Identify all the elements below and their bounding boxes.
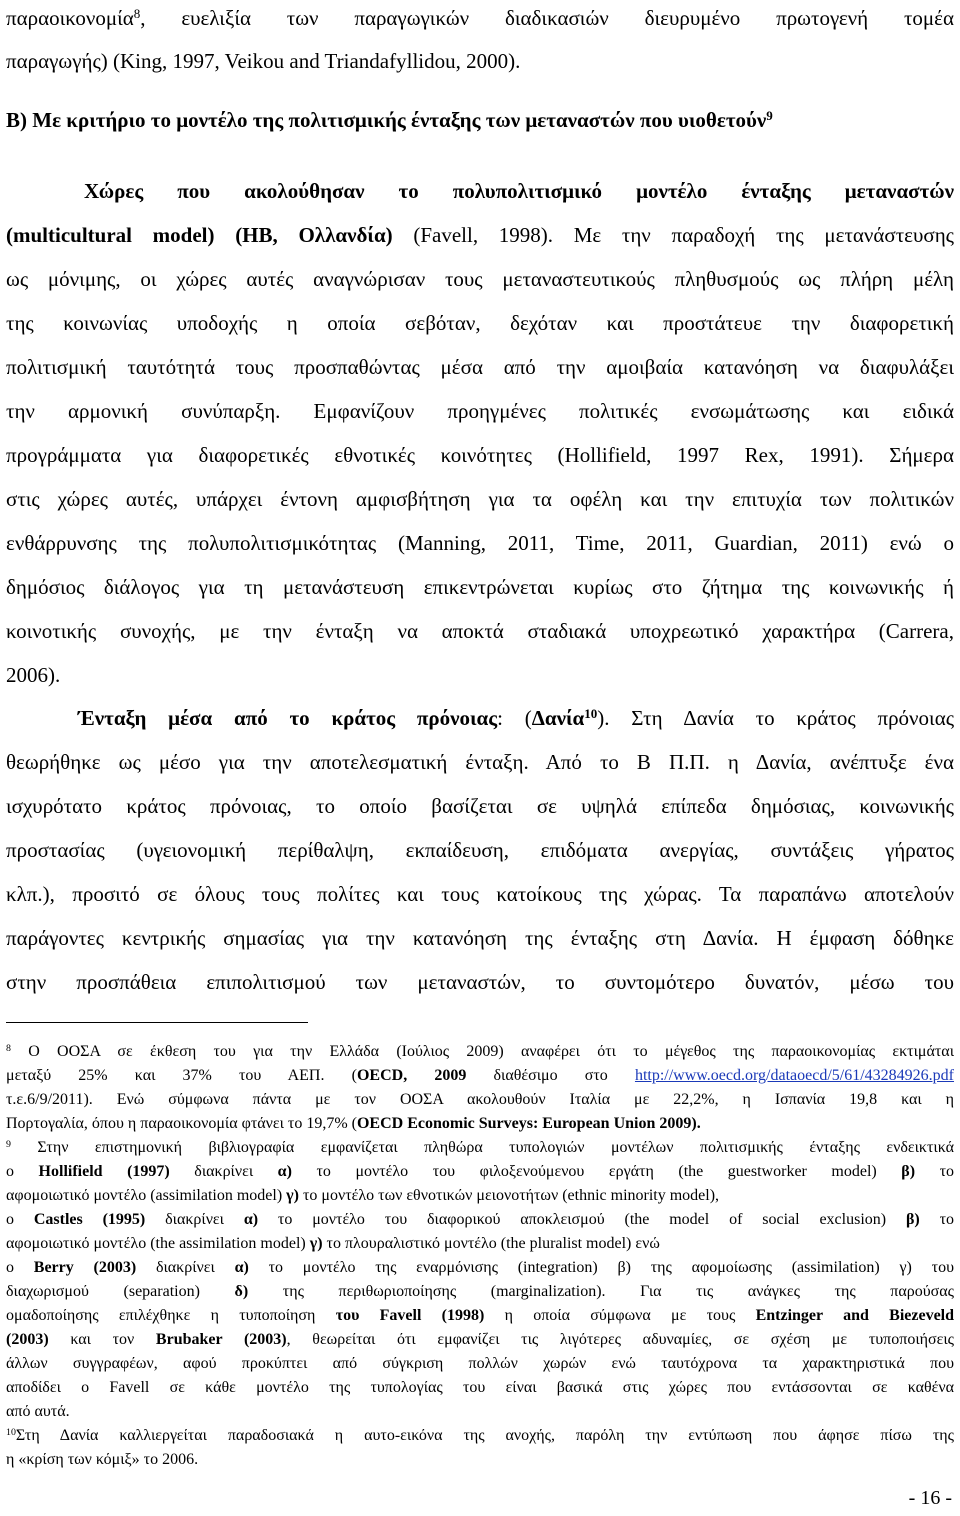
body-line: κοινοτικής συνοχής, με την ένταξη να αποκτά σταδιακά υποχρεωτικό χαρακτήρα (Carrera, <box>6 619 954 643</box>
body-line: Ένταξη μέσα από το κράτος πρόνοιας: (Δανία$^{10}$). Στη Δανία το κράτος πρόνοιας <box>78 705 955 730</box>
footnote-line: αποδίδει ο Favell σε κάθε μοντέλο της τυπολογίας του είναι βασικά στις χώρες που εντάσσονται σε καθένα <box>6 1379 954 1396</box>
footnote-line: άλλων συγγραφέων, αφού προκύπτει από σύγκριση πολλών χωρών ενώ ταυτόχρονα τα χαρακτηριστικά που <box>6 1355 954 1372</box>
body-line: κλπ.), προσιτό σε όλους τους πολίτες και τους κατοίκους της χώρας. Τα παραπάνω αποτελούν <box>6 882 954 906</box>
body-line: παράγοντες κεντρικής σημασίας για την κατανόηση της ένταξης στη Δανία. Η έμφαση δόθηκε <box>6 926 954 950</box>
footnote-line: ομαδοποίησης επιλέχθηκε η τυποποίηση του Favell (1998) η οποία σύμφωνα με τους Entzinger and Biezeveld <box>6 1307 955 1324</box>
body-line: (multicultural model) (ΗΒ, Ολλανδία) (Favell, 1998). Με την παραδοχή της μετανάστευσης <box>6 223 954 247</box>
body-line: θεωρήθηκε ως μέσο για την αποτελεσματική ένταξη. Από το Β Π.Π. η Δανία, ανέπτυξε ένα <box>6 750 954 774</box>
footnote-link[interactable]: http://www.oecd.org/dataoecd/5/61/43284926.pdf <box>634 1067 955 1084</box>
body-line: παραγωγής) (King, 1997, Veikou and Triandafyllidou, 2000). <box>6 49 521 73</box>
footnote-line: (2003) και τον Brubaker (2003), θεωρείται ότι εμφανίζει τις λιγότερες αδυναμίες, σε σχέση με τυποποιήσεις <box>6 1331 954 1348</box>
body-line: στην προσπάθεια επιπολιτισμού των μεταναστών, το συντομότερο δυνατόν, μέσω του <box>6 970 954 994</box>
footnote-line: $^{10}$Στη Δανία καλλιεργείται παραδοσιακά η αυτο-εικόνα της ανοχής, παρόλη την εντύπωση που άφησε πίσω της <box>6 1426 954 1444</box>
footnote-line: ο Castles (1995) διακρίνει α) το μοντέλο του διαφορικού αποκλεισμού (the model of social exclusion) β) το <box>6 1211 955 1228</box>
footnote-line: Πορτογαλία, όπου η παραοικονομία φτάνει το 19,7% (OECD Economic Surveys: European Union 2009). <box>6 1115 701 1132</box>
footnote-line: η «κρίση των κόμιξ» το 2006. <box>6 1451 199 1468</box>
body-line: παραοικονομία$^8$, ευελιξία των παραγωγικών διαδικασιών διευρυμένο πρωτογενή τομέα <box>6 5 954 30</box>
section-heading: Β) Με κριτήριο το μοντέλο της πολιτισμικής ένταξης των μεταναστών που υιοθετούν$^9$ <box>6 107 773 132</box>
page-number: - 16 - <box>908 1487 952 1509</box>
body-line: της κοινωνίας υποδοχής η οποία σεβόταν, δεχόταν και προστάτευε την διαφορετική <box>6 311 954 335</box>
footnote-line: διαχωρισμού (separation) δ) της περιθωριοποίησης (marginalization). Για τις ανάγκες της παρούσας <box>6 1283 955 1300</box>
body-line: πολιτισμική ταυτότητά τους προσπαθώντας μέσα από την αμοιβαία κατανόηση να διαφυλάξει <box>6 355 954 379</box>
footnote-line: αφομοιωτικό μοντέλο (assimilation model) γ) το μοντέλο των εθνοτικών μειονοτήτων (ethnic minority model), <box>6 1187 720 1204</box>
footnote-line: αφομοιωτικό μοντέλο (the assimilation model) γ) το πλουραλιστικό μοντέλο (the pluralist model) ενώ <box>6 1235 660 1252</box>
footnote-line: $^9$ Στην επιστημονική βιβλιογραφία εμφανίζεται πληθώρα τυπολογιών μοντέλων πολιτισμικής ένταξης ενδεικτικά <box>6 1138 954 1156</box>
body-line: ισχυρότατο κράτος πρόνοιας, το οποίο βασίζεται σε υψηλά επίπεδα δημόσιας, κοινωνικής <box>6 794 954 818</box>
body-line: ενθάρρυνσης της πολυπολιτισμικότητας (Manning, 2011, Time, 2011, Guardian, 2011) ενώ ο <box>6 531 954 555</box>
footnote-separator <box>6 1022 308 1023</box>
body-line: την αρμονική συνύπαρξη. Εμφανίζουν προηγμένες πολιτικές ενσωμάτωσης και ειδικά <box>6 399 954 423</box>
body-line: ως μόνιμης, οι χώρες αυτές αναγνώρισαν τους μεταναστευτικούς πληθυσμούς ως πλήρη μέλη <box>6 267 954 291</box>
body-line: προγράμματα για διαφορετικές εθνοτικές κοινότητες (Hollifield, 1997 Rex, 1991). Σήμερα <box>6 443 954 467</box>
body-line: 2006). <box>6 663 61 687</box>
footnote-line: από αυτά. <box>6 1403 70 1420</box>
body-line: Χώρες που ακολούθησαν το πολυπολιτισμικό μοντέλο ένταξης μεταναστών <box>84 179 954 203</box>
body-line: δημόσιος διάλογος για τη μετανάστευση επικεντρώνεται κυρίως στο ζήτημα της κοινωνικής ή <box>6 575 954 599</box>
footnote-line: ο Hollifield (1997) διακρίνει α) το μοντέλο του φιλοξενούμενου εργάτη (the guestworker model) β) το <box>6 1163 955 1180</box>
footnote-line: $^8$ Ο ΟΟΣΑ σε έκθεση του για την Ελλάδα (Ιούλιος 2009) αναφέρει ότι το μέγεθος της παραοικονομίας εκτιμάται <box>6 1042 954 1060</box>
footnote-line: τ.ε.6/9/2011). Ενώ σύμφωνα πάντα με τον ΟΟΣΑ ακολουθούν Ιταλία με 22,2%, η Ισπανία 19,8 και η <box>6 1091 954 1108</box>
footnote-line: μεταξύ 25% και 37% του ΑΕΠ. (OECD, 2009 διαθέσιμο στο http://www.oecd.org/dataoecd/5/61/43284926.pdf <box>6 1067 955 1084</box>
body-line: προστασίας (υγειονομική περίθαλψη, εκπαίδευση, επιδόματα ανεργίας, συντάξεις γήρατος <box>6 838 954 862</box>
footnote-line: ο Berry (2003) διακρίνει α) το μοντέλο της εναρμόνισης (integration) β) της αφομοίωσης (assimilation) γ) του <box>6 1259 954 1276</box>
body-line: στις χώρες αυτές, υπάρχει έντονη αμφισβήτηση για τα οφέλη και την επιτυχία των πολιτικών <box>6 487 954 511</box>
